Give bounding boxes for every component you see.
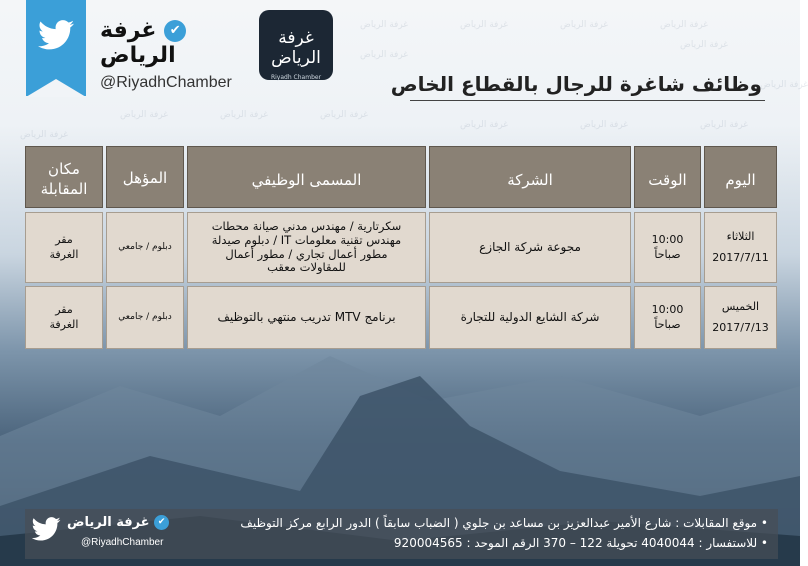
watermark-mark: غرفة الرياض xyxy=(560,20,608,30)
row1-day: الثلاثاء xyxy=(726,230,755,244)
watermark-mark: غرفة الرياض xyxy=(20,130,68,140)
watermark-mark: غرفة الرياض xyxy=(760,80,808,90)
row2-job-title: برنامج MTV تدريب منتهي بالتوظيف xyxy=(187,286,426,349)
brand-name: غرفة الرياض xyxy=(100,18,176,68)
twitter-bird-icon xyxy=(38,20,74,50)
row1-interview-place: مقر الغرفة xyxy=(25,212,103,283)
brand-block xyxy=(100,18,250,92)
footer-brand-name: غرفة الرياض xyxy=(67,515,150,530)
watermark-mark: غرفة الرياض xyxy=(460,20,508,30)
row2-day: الخميس xyxy=(721,300,760,314)
watermark-mark: غرفة الرياض xyxy=(680,40,728,50)
row2-day-cell xyxy=(704,286,777,349)
row1-company: مجوعة شركة الجازع xyxy=(429,212,631,283)
row2-time: 10:00 صباحاً xyxy=(634,286,701,349)
watermark-mark: غرفة الرياض xyxy=(360,50,408,60)
app-logo-arabic: غرفة الرياض xyxy=(271,28,321,68)
watermark-mark: غرفة الرياض xyxy=(700,120,748,130)
header-company: الشركة xyxy=(429,146,631,208)
watermark-mark: غرفة الرياض xyxy=(120,110,168,120)
row1-day-cell xyxy=(704,212,777,283)
row2-qualification: دبلوم / جامعي xyxy=(106,286,184,349)
footer-handle[interactable]: @RiyadhChamber xyxy=(81,537,164,548)
brand-handle[interactable]: @RiyadhChamber xyxy=(100,74,232,91)
watermark-mark: غرفة الرياض xyxy=(220,110,268,120)
footer-verified-icon: ✔ xyxy=(154,515,169,530)
footer-location: • موقع المقابلات : شارع الأمير عبدالعزيز بن مساعد بن جلوي ( الضباب سابقاً ) الدور الرابع مركز التوظيف xyxy=(240,516,768,530)
watermark-mark: غرفة الرياض xyxy=(460,120,508,130)
footer-twitter-icon[interactable] xyxy=(31,517,61,541)
verified-icon: ✔ xyxy=(164,20,186,42)
footer-contact: • للاستفسار : 4040044 تحويلة 122 – 370 الرقم الموحد : 920004565 xyxy=(393,536,768,550)
app-logo-english: Riyadh Chamber xyxy=(270,74,322,81)
app-logo[interactable] xyxy=(259,10,333,80)
watermark-mark: غرفة الرياض xyxy=(580,120,628,130)
row2-date: 2017/7/13 xyxy=(712,320,769,334)
row2-company: شركة الشايع الدولية للتجارة xyxy=(429,286,631,349)
brand-name-row xyxy=(100,18,250,68)
row1-date: 2017/7/11 xyxy=(712,250,769,264)
header-time: الوقت xyxy=(634,146,701,208)
footer-bar xyxy=(25,509,778,559)
row1-job-title: سكرتارية / مهندس مدني صيانة محطات مهندس تقنية معلومات IT / دبلوم صيدلة مطور أعمال تجاري / مطور أعمال للمقاولات معقب xyxy=(187,212,426,283)
watermark-mark: غرفة الرياض xyxy=(660,20,708,30)
watermark-mark: غرفة الرياض xyxy=(360,20,408,30)
header-interview-place: مكان المقابلة xyxy=(25,146,103,208)
row2-interview-place: مقر الغرفة xyxy=(25,286,103,349)
footer-brand-row xyxy=(67,515,173,530)
header-day: اليوم xyxy=(704,146,777,208)
row1-time: 10:00 صباحاً xyxy=(634,212,701,283)
header-job-title: المسمى الوظيفي xyxy=(187,146,426,208)
title-underline xyxy=(410,100,765,101)
watermark-mark: غرفة الرياض xyxy=(320,110,368,120)
page-title: وظائف شاغرة للرجال بالقطاع الخاص xyxy=(390,72,762,96)
row1-qualification: دبلوم / جامعي xyxy=(106,212,184,283)
twitter-badge[interactable] xyxy=(26,0,86,96)
header-qualification: المؤهل xyxy=(106,146,184,208)
